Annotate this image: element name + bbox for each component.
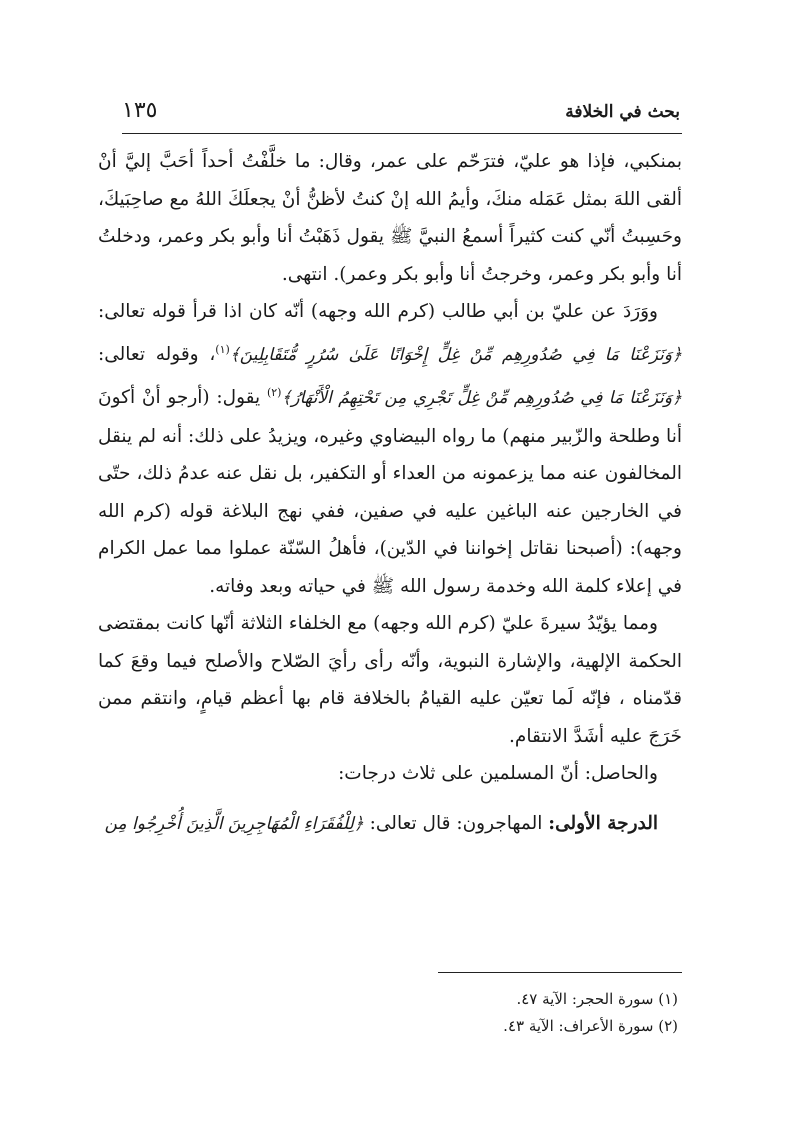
paragraph-4: والحاصل: أنّ المسلمين على ثلاث درجات: <box>338 763 658 785</box>
section-lead: الدرجة الأولى: <box>548 812 658 834</box>
footnotes <box>300 986 678 1040</box>
paragraph-2-intro: ووَرَدَ عن عليّ بن أبي طالب (كرم الله وجهه) أنّه كان اذا قرأ قوله تعالى: <box>98 301 658 322</box>
footnote-2: (٢) سورة الأعراف: الآية ٤٣. <box>503 1017 678 1035</box>
paragraph-2-connector: ، وقوله تعالى: <box>98 343 216 365</box>
footnote-divider <box>438 972 682 973</box>
footnote-1: (١) سورة الحجر: الآية ٤٧. <box>516 990 678 1008</box>
paragraph-1: بمنكبي، فإذا هو عليّ، فترَحّم على عمر، وقال: ما خلَّفْتُ أحداً أحَبَّ إليَّ أنْ ألقى اللهَ بمثل عَمَله منكَ، وأيمُ الله إنْ كنتُ لأظنُّ أنْ يجعلَكَ اللهُ مع صاحِبَيكَ، وحَسِبتُ أنّي كنت كثيراً أسمعُ النبيَّ ﷺ يقول ذَهَبْتُ أنا وأبو بكر وعمر، ودخلتُ أنا وأبو بكر وعمر، وخرجتُ أنا وأبو بكر وعمر). انتهى. <box>98 151 682 285</box>
quran-verse-3: ﴿لِلْفُقَرَاءِ الْمُهَاجِرِينَ الَّذِينَ أُخْرِجُوا مِن <box>104 813 364 834</box>
running-title: بحث في الخلافة <box>565 102 680 122</box>
page-number: ١٣٥ <box>122 98 158 123</box>
page-body <box>98 143 682 843</box>
paragraph-5-text: المهاجرون: قال تعالى: <box>369 812 543 834</box>
quran-verse-1: ﴿وَنَزَعْنَا مَا فِي صُدُورِهِم مِّنْ غِلٍّ إِخْوَانًا عَلَىٰ سُرُرٍ مُّتَقَابِلِينَ﴾ <box>229 344 682 365</box>
paragraph-2-continuation: يقول: (أرجو أنْ أكونَ أنا وطلحة والزّبير منهم) ما رواه البيضاوي وغيره، ويزيدُ على ذلك: أنه لم ينقل المخالفون عنه مما يزعمونه من العداء أو التكفير، بل نقل عنه عدمُ ذلك، حتّى في الخارجين عنه الباغين عليه في صفين، ففي نهج البلاغة قوله (كرم الله وجهه): (أصبحنا نقاتل إخواننا في الدّين)، فأهلُ السّنّة عملوا مما عمل الكرام في إعلاء كلمة الله وخدمة رسول الله ﷺ في حياته وبعد وفاته. <box>98 387 682 597</box>
paragraph-3: ومما يؤيّدُ سيرةَ عليّ (كرم الله وجهه) مع الخلفاء الثلاثة أنّها كانت بمقتضى الحكمة الإلهية، والإشارة النبوية، وأنّه رأى رأيَ الصّلاح والأصلح فيما وقعَ كما قدّمناه ، فإنّه لَما تعيّن عليه القيامُ بالخلافة قام بها أعظم قيامٍ، وانتقم ممن خَرَجَ عليه أشَدَّ الانتقام. <box>98 613 682 747</box>
header-divider <box>122 133 682 134</box>
footnote-marker-1: (١) <box>215 342 230 356</box>
paragraph-2 <box>98 293 682 605</box>
footnote-marker-2: (٢) <box>266 386 282 400</box>
page-header <box>122 98 680 128</box>
quran-verse-2: ﴿وَنَزَعْنَا مَا فِي صُدُورِهِم مِّنْ غِلٍّ تَجْرِي مِن تَحْتِهِمُ الْأَنْهَارُ﴾ <box>281 388 683 409</box>
paragraph-spacer <box>98 793 682 805</box>
paragraph-5 <box>98 805 682 844</box>
